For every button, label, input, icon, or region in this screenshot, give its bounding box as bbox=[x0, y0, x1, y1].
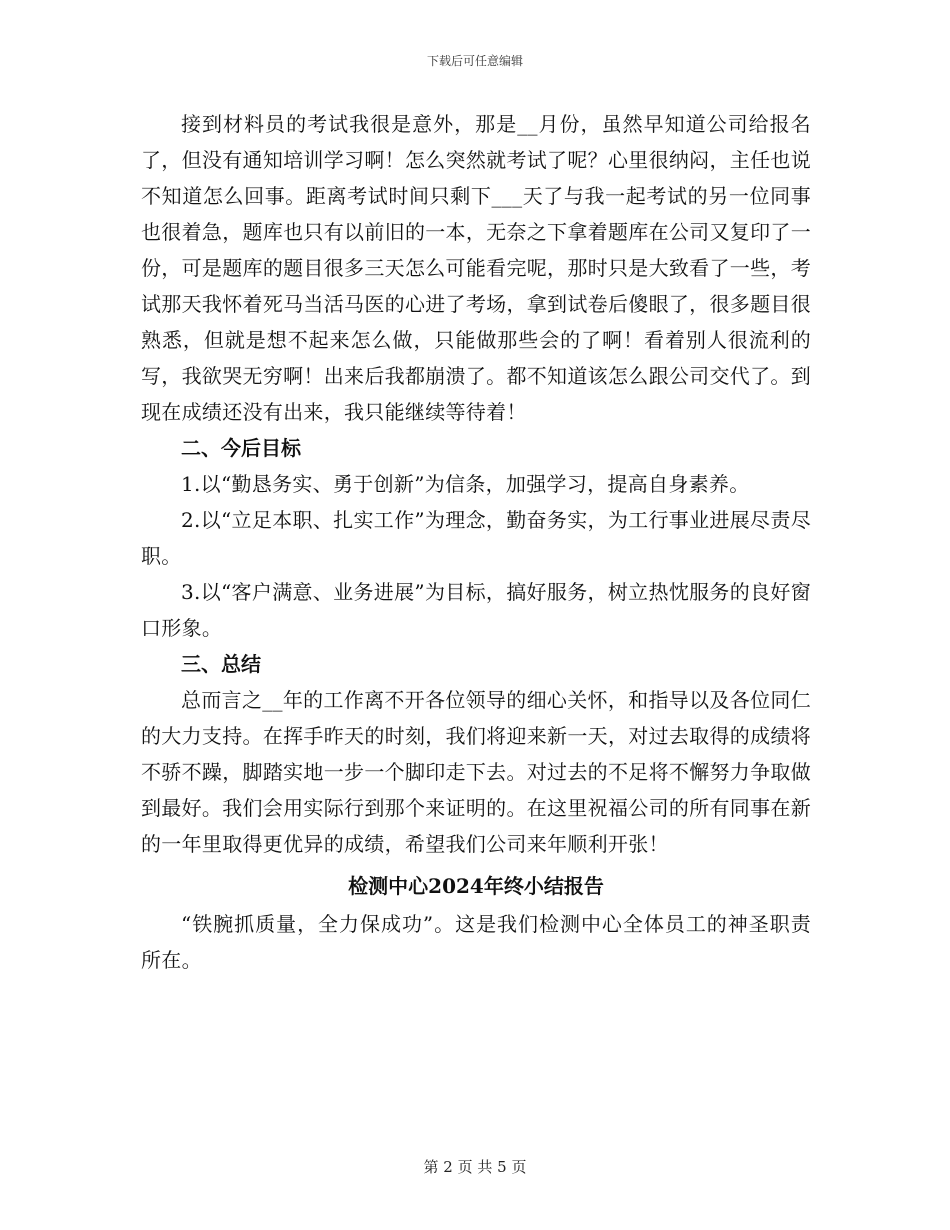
page-header-note: 下载后可任意编辑 bbox=[426, 54, 523, 68]
summary-paragraph: 总而言之__年的工作离不开各位领导的细心关怀，和指导以及各位同仁的大力支持。在挥手昨天的时刻，我们将迎来新一天，对过去取得的成绩将不骄不躁，脚踏实地一步一个脚印走下去。对过去的不足将不懈努力争取做到最好。我们会用实际行到那个来证明的。在这里祝福公司的所有同事在新的一年里取得更优异的成绩，希望我们公司来年顺利开张！ bbox=[141, 688, 811, 856]
goal-item-2: 2.以“立足本职、扎实工作”为理念，勤奋务实，为工行事业进展尽责尽职。 bbox=[141, 508, 811, 568]
report-intro-paragraph: “铁腕抓质量，全力保成功”。这是我们检测中心全体员工的神圣职责所在。 bbox=[141, 912, 811, 972]
document-body bbox=[141, 106, 811, 978]
section-heading-summary: 三、总结 bbox=[181, 652, 261, 676]
goal-item-1: 1.以“勤恳务实、勇于创新”为信条，加强学习，提高自身素养。 bbox=[181, 472, 750, 496]
section-heading-goals: 二、今后目标 bbox=[181, 436, 301, 460]
page-number: 第 2 页 共 5 页 bbox=[423, 1158, 527, 1176]
exam-paragraph: 接到材料员的考试我很是意外，那是__月份，虽然早知道公司给报名了，但没有通知培训学习啊！怎么突然就考试了呢？心里很纳闷，主任也说不知道怎么回事。距离考试时间只剩下___天了与我一起考试的另一位同事也很着急，题库也只有以前旧的一本，无奈之下拿着题库在公司又复印了一份，可是题库的题目很多三天怎么可能看完呢，那时只是大致看了一些，考试那天我怀着死马当活马医的心进了考场，拿到试卷后傻眼了，很多题目很熟悉，但就是想不起来怎么做，只能做那些会的了啊！看着别人很流利的写，我欲哭无穷啊！出来后我都崩溃了。都不知道该怎么跟公司交代了。到现在成绩还没有出来，我只能继续等待着！ bbox=[141, 112, 811, 424]
report-title: 检测中心2024年终小结报告 bbox=[348, 874, 604, 898]
goal-item-3: 3.以“客户满意、业务进展”为目标，搞好服务，树立热忱服务的良好窗口形象。 bbox=[141, 580, 811, 640]
